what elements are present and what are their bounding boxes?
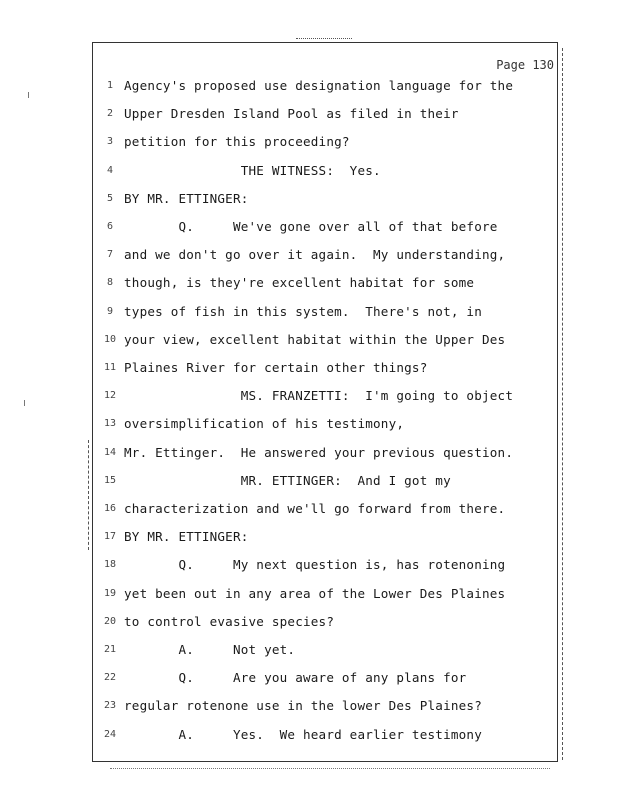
line-number: 16: [103, 503, 117, 514]
line-text: Q. My next question is, has rotenoning: [124, 557, 506, 573]
line-text: regular rotenone use in the lower Des Plaines?: [124, 698, 482, 714]
transcript-line: [96, 132, 350, 152]
transcript-line: [96, 358, 428, 378]
transcript-line: [96, 640, 295, 660]
transcript-line: [96, 273, 474, 293]
line-text: THE WITNESS: Yes.: [124, 162, 381, 178]
transcript-line: [96, 527, 249, 547]
transcript-line: [96, 555, 505, 575]
line-text: Agency's proposed use designation language for the: [124, 78, 514, 93]
line-number: 18: [103, 559, 117, 571]
line-number: 24: [103, 728, 117, 740]
line-number: 1: [106, 80, 114, 91]
transcript-line: [96, 414, 404, 434]
scan-right-edge: [562, 48, 563, 760]
scan-bottom-mark: [110, 768, 550, 769]
scan-speck: [28, 92, 32, 98]
transcript-line: [96, 302, 482, 322]
line-number: 13: [103, 418, 117, 430]
transcript-line: [96, 443, 513, 463]
line-number: 19: [103, 587, 117, 599]
line-text: yet been out in any area of the Lower Des Plaines: [124, 585, 506, 601]
line-number: 14: [103, 446, 117, 458]
scan-top-mark: [296, 38, 352, 39]
line-text: though, is they're excellent habitat for some: [124, 275, 475, 291]
line-number: 21: [103, 644, 117, 655]
line-number: 4: [106, 164, 114, 176]
line-text: A. Not yet.: [124, 642, 296, 657]
line-text: to control evasive species?: [124, 613, 335, 629]
transcript-line: [96, 612, 334, 632]
line-text: Mr. Ettinger. He answered your previous question.: [124, 444, 514, 460]
line-text: BY MR. ETTINGER:: [124, 190, 249, 206]
line-number: 15: [103, 474, 117, 486]
transcript-line: [96, 161, 381, 181]
scan-speck: [24, 400, 28, 406]
transcript-line: [96, 76, 513, 96]
transcript-line: [96, 471, 451, 491]
transcript-line: [96, 499, 505, 519]
line-text: petition for this proceeding?: [124, 134, 350, 150]
page-number: Page 130: [496, 58, 554, 72]
transcript-line: [96, 696, 482, 716]
transcript-line: [96, 330, 505, 350]
line-text: MS. FRANZETTI: I'm going to object: [124, 388, 514, 404]
line-number: 23: [103, 700, 117, 712]
line-number: 20: [103, 615, 117, 627]
line-text: BY MR. ETTINGER:: [124, 529, 249, 545]
line-text: Q. We've gone over all of that before: [124, 219, 498, 234]
line-text: Q. Are you aware of any plans for: [124, 670, 467, 686]
scan-left-edge: [88, 440, 89, 550]
line-text: oversimplification of his testimony,: [124, 416, 405, 432]
line-text: your view, excellent habitat within the Upper Des: [124, 331, 506, 347]
transcript-line: [96, 386, 513, 406]
line-number: 2: [106, 108, 114, 120]
transcript-line: [96, 725, 482, 745]
line-text: MR. ETTINGER: And I got my: [124, 472, 451, 488]
transcript-line: [96, 189, 249, 209]
line-number: 7: [106, 249, 114, 261]
line-text: A. Yes. We heard earlier testimony: [124, 726, 482, 742]
line-text: types of fish in this system. There's not, in: [124, 303, 482, 319]
line-text: Upper Dresden Island Pool as filed in their: [124, 106, 459, 122]
line-number: 3: [106, 136, 114, 148]
line-number: 9: [106, 305, 114, 317]
line-text: characterization and we'll go forward from there.: [124, 501, 506, 516]
line-number: 22: [103, 672, 117, 684]
transcript-line: [96, 584, 505, 604]
line-number: 12: [103, 390, 117, 402]
line-number: 11: [103, 362, 117, 373]
line-number: 10: [103, 333, 117, 345]
line-number: 5: [106, 192, 114, 204]
transcript-line: [96, 104, 459, 124]
line-text: and we don't go over it again. My understanding,: [124, 247, 506, 263]
transcript-line: [96, 217, 498, 237]
transcript-line: [96, 668, 466, 688]
line-number: 8: [106, 277, 114, 289]
transcript-line: [96, 245, 505, 265]
line-number: 6: [106, 221, 114, 232]
line-text: Plaines River for certain other things?: [124, 360, 428, 375]
line-number: 17: [103, 531, 117, 543]
